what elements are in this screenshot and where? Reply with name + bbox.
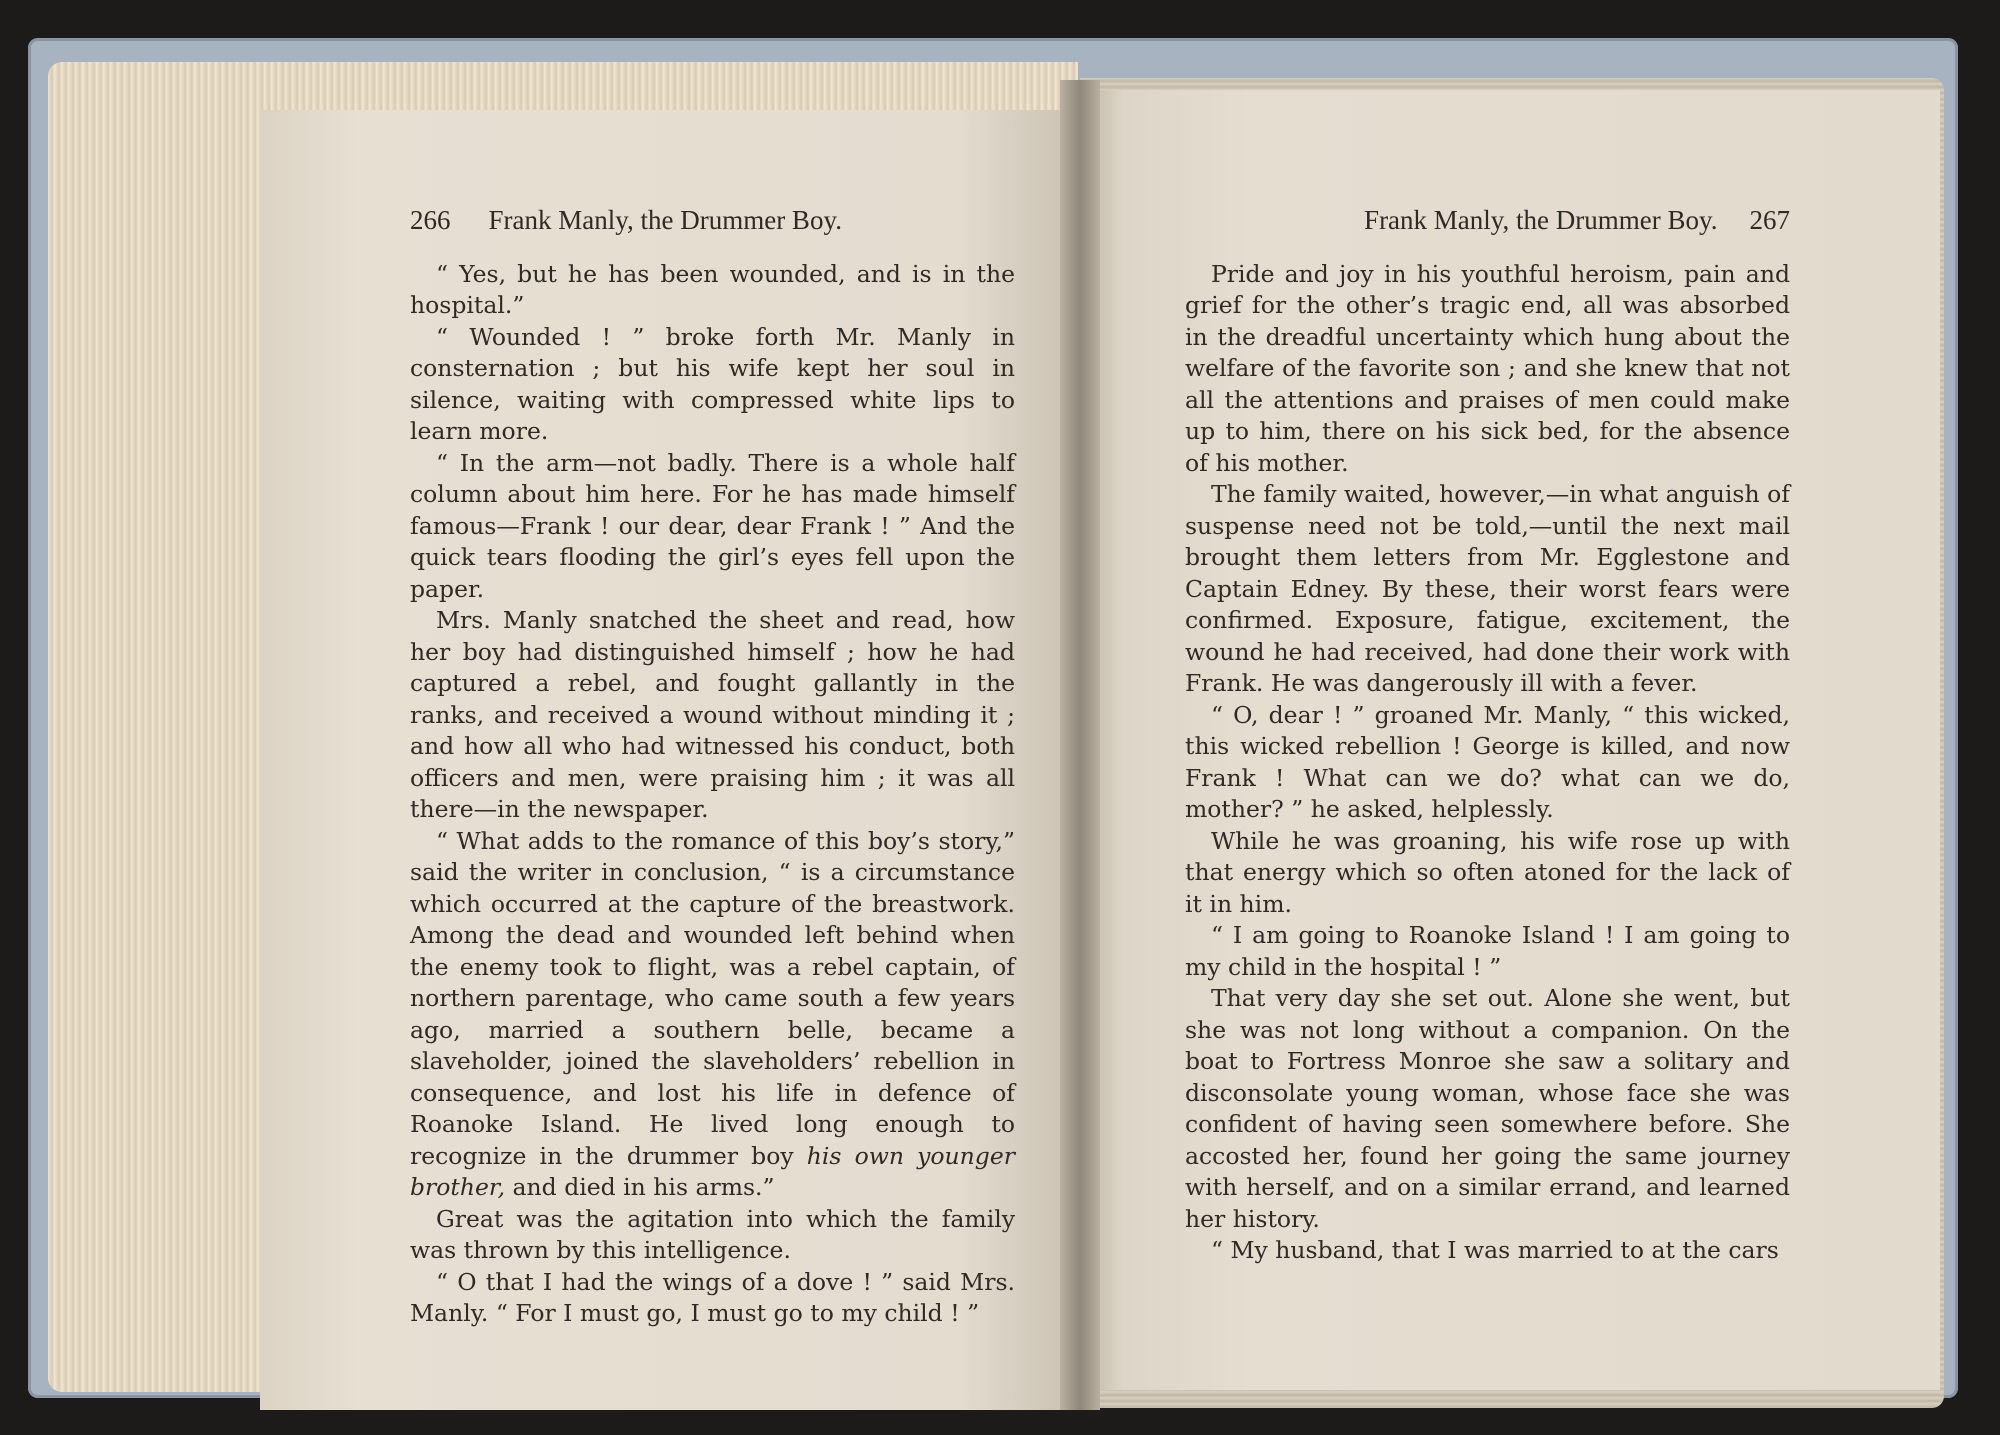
paragraph [410,826,1015,1204]
paragraph: “ Yes, but he has been wounded, and is in the hospital.” [410,259,1015,319]
paragraph: “ O, dear ! ” groaned Mr. Manly, “ this wicked, this wicked rebellion ! George is killed, and now Frank ! What can we do? what can we do, mother? ” he asked, helplessly. [1185,700,1790,823]
left-page-header [410,205,1015,237]
paragraph: “ My husband, that I was married to at the cars [1211,1236,1779,1264]
running-head: Frank Manly, the Drummer Boy. [488,205,842,235]
page-number: 266 [410,205,451,235]
paragraph: “ In the arm—not badly. There is a whole half column about him here. For he has made himself famous—Frank ! our dear, dear Frank ! ” And the quick tears flooding the girl’s eyes fell upon the paper. [410,448,1015,603]
paragraph: “ I am going to Roanoke Island ! I am going to my child in the hospital ! ” [1185,921,1790,981]
running-head: Frank Manly, the Drummer Boy. [1364,205,1718,235]
paragraph: Mrs. Manly snatched the sheet and read, how her boy had distinguished himself ; how he had captured a rebel, and fought gallantly in the ranks, and received a wound without minding it ; and how all who had witnessed his conduct, both officers and men, were praising him ; it was all there—in the newspaper. [410,606,1015,823]
paragraph: “ Wounded ! ” broke forth Mr. Manly in consternation ; but his wife kept her soul in silence, waiting with compressed white lips to learn more. [410,322,1015,445]
page-number: 267 [1749,205,1790,235]
right-page-text [1185,205,1790,1267]
paragraph-text: “ What adds to the romance of this boy’s story,” said the writer in conclusion, “ is a circumstance which occurred at the capture of the breastwork. Among the dead and wounded left behind when the enemy took to flight, was a rebel captain, of northern parentage, who came south a few years ago, married a southern belle, became a slaveholder, joined the slaveholders’ rebellion in consequence, and lost his life in defence of Roanoke Island. He lived long enough to recognize in the drummer boy [410,826,1015,1170]
left-page-text [410,205,1015,1330]
paragraph-text: and died in his arms.” [512,1173,775,1201]
italic-phrase: his own younger brother, [410,1141,1015,1201]
paragraph: That very day she set out. Alone she went, but she was not long without a companion. On the boat to Fortress Monroe she saw a solitary and disconsolate young woman, whose face she was confident of having seen somewhere before. She accosted her, found her going the same journey with herself, and on a similar errand, and learned her history. [1185,984,1790,1233]
right-page-header [1185,205,1790,237]
paragraph: Pride and joy in his youthful heroism, pain and grief for the other’s tragic end, all was absorbed in the dreadful uncertainty which hung about the welfare of the favorite son ; and she knew that not all the attentions and praises of men could make up to him, there on his sick bed, for the absence of his mother. [1185,259,1790,477]
paragraph: “ O that I had the wings of a dove ! ” said Mrs. Manly. “ For I must go, I must go to my child ! ” [410,1267,1015,1327]
paragraph: While he was groaning, his wife rose up with that energy which so often atoned for the lack of it in him. [1185,826,1790,918]
book-gutter [1060,80,1100,1410]
paragraph: Great was the agitation into which the family was thrown by this intelligence. [410,1204,1015,1264]
paragraph: The family waited, however,—in what anguish of suspense need not be told,—until the next mail brought them letters from Mr. Egglestone and Captain Edney. By these, their worst fears were confirmed. Exposure, fatigue, excitement, the wound he had received, had done their work with Frank. He was dangerously ill with a fever. [1185,480,1790,697]
